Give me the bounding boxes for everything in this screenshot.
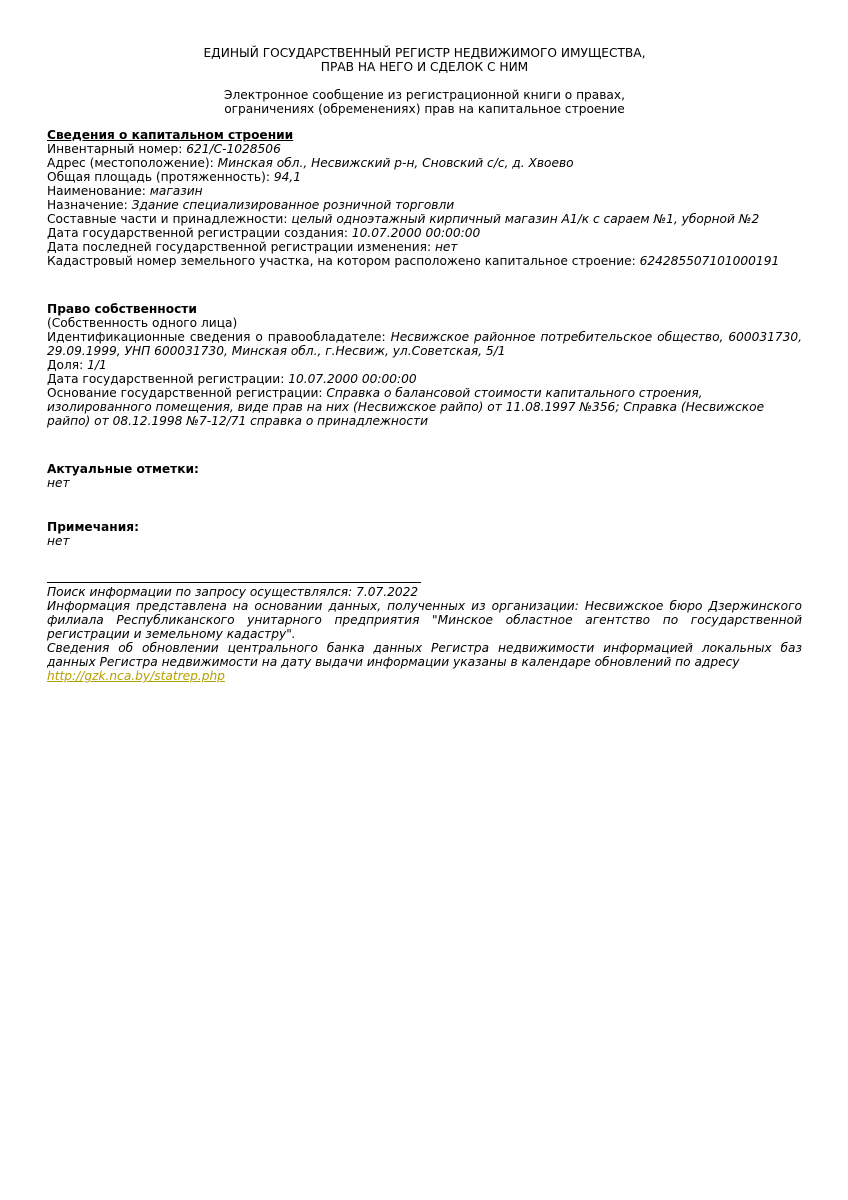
created-value: 10.07.2000 00:00:00 bbox=[351, 226, 481, 240]
cadastral-row bbox=[47, 254, 802, 268]
cadastral-value: 624285507101000191 bbox=[639, 254, 780, 268]
created-label: Дата государственной регистрации создания: bbox=[47, 226, 348, 240]
share-label: Доля: bbox=[47, 358, 84, 372]
reg-date-row bbox=[47, 372, 802, 386]
purpose-label: Назначение: bbox=[47, 198, 128, 212]
share-row bbox=[47, 358, 802, 372]
marks-section bbox=[47, 462, 802, 490]
inventory-value: 621/С-1028506 bbox=[186, 142, 281, 156]
address-value: Минская обл., Несвижский р-н, Сновский с/с, д. Хвоево bbox=[217, 156, 574, 170]
subtitle-line-1: Электронное сообщение из регистрационной книги о правах, bbox=[224, 88, 625, 102]
document-subtitle bbox=[47, 88, 802, 116]
purpose-row bbox=[47, 198, 802, 212]
building-section-title: Сведения о капитальном строении bbox=[47, 128, 294, 142]
marks-value: нет bbox=[47, 476, 70, 490]
changed-row bbox=[47, 240, 802, 254]
created-row bbox=[47, 226, 802, 240]
parts-row bbox=[47, 212, 802, 226]
area-value: 94,1 bbox=[273, 170, 301, 184]
name-row bbox=[47, 184, 802, 198]
holder-value: Несвижское районное потребительское общество, 600031730, 29.09.1999, УНП 600031730, Минская обл., г.Несвиж, ул.Советская, 5/1 bbox=[47, 330, 803, 358]
inventory-row bbox=[47, 142, 802, 156]
basis-row bbox=[47, 386, 802, 428]
reg-date-value: 10.07.2000 00:00:00 bbox=[288, 372, 417, 386]
name-value: магазин bbox=[149, 184, 203, 198]
inventory-label: Инвентарный номер: bbox=[47, 142, 183, 156]
area-label: Общая площадь (протяженность): bbox=[47, 170, 270, 184]
footer bbox=[47, 585, 802, 683]
search-info: Поиск информации по запросу осуществлялся: 7.07.2022 bbox=[47, 585, 419, 599]
title-line-1: ЕДИНЫЙ ГОСУДАРСТВЕННЫЙ РЕГИСТР НЕДВИЖИМОГО ИМУЩЕСТВА, bbox=[203, 46, 646, 60]
purpose-value: Здание специализированное розничной торговли bbox=[131, 198, 455, 212]
update-info: Сведения об обновлении центрального банка данных Регистра недвижимости информацией локальных баз данных Регистра недвижимости на дату выдачи информации указаны в календаре обновлений по адресу bbox=[47, 641, 802, 669]
holder-row bbox=[47, 330, 802, 358]
basis-value: Справка о балансовой стоимости капитального строения, изолированного помещения, виде прав на них (Несвижское райпо) от 11.08.1997 №356; Справка (Несвижское райпо) от 08.12.1998 №7-12/71 справка о принадлежности bbox=[47, 386, 765, 428]
subtitle-line-2: ограничениях (обременениях) прав на капитальное строение bbox=[224, 102, 625, 116]
parts-label: Составные части и принадлежности: bbox=[47, 212, 288, 226]
share-value: 1/1 bbox=[87, 358, 107, 372]
parts-value: целый одноэтажный кирпичный магазин А1/к с сараем №1, уборной №2 bbox=[291, 212, 760, 226]
footer-divider bbox=[47, 582, 421, 583]
reg-date-label: Дата государственной регистрации: bbox=[47, 372, 285, 386]
marks-section-title: Актуальные отметки: bbox=[47, 462, 199, 476]
changed-label: Дата последней государственной регистрации изменения: bbox=[47, 240, 432, 254]
address-row bbox=[47, 156, 802, 170]
document-page bbox=[47, 46, 802, 683]
notes-section bbox=[47, 520, 802, 548]
document-title bbox=[47, 46, 802, 74]
changed-value: нет bbox=[434, 240, 458, 254]
basis-label: Основание государственной регистрации: bbox=[47, 386, 323, 400]
ownership-section-title: Право собственности bbox=[47, 302, 197, 316]
ownership-section bbox=[47, 302, 802, 428]
notes-section-title: Примечания: bbox=[47, 520, 139, 534]
ownership-type: (Собственность одного лица) bbox=[47, 316, 238, 330]
address-label: Адрес (местоположение): bbox=[47, 156, 214, 170]
link-row bbox=[47, 669, 802, 683]
notes-value: нет bbox=[47, 534, 70, 548]
name-label: Наименование: bbox=[47, 184, 146, 198]
area-row bbox=[47, 170, 802, 184]
building-section bbox=[47, 128, 802, 268]
source-info: Информация представлена на основании данных, полученных из организации: Несвижское бюро Дзержинского филиала Республиканского унитарного предприятия "Минское областное агентство по государственной регистрации и земельному кадастру". bbox=[47, 599, 802, 641]
holder-label: Идентификационные сведения о правообладателе: bbox=[47, 330, 386, 344]
title-line-2: ПРАВ НА НЕГО И СДЕЛОК С НИМ bbox=[320, 60, 529, 74]
cadastral-label: Кадастровый номер земельного участка, на котором расположено капитальное строение: bbox=[47, 254, 636, 268]
statrep-link[interactable]: http://gzk.nca.by/statrep.php bbox=[47, 669, 225, 683]
